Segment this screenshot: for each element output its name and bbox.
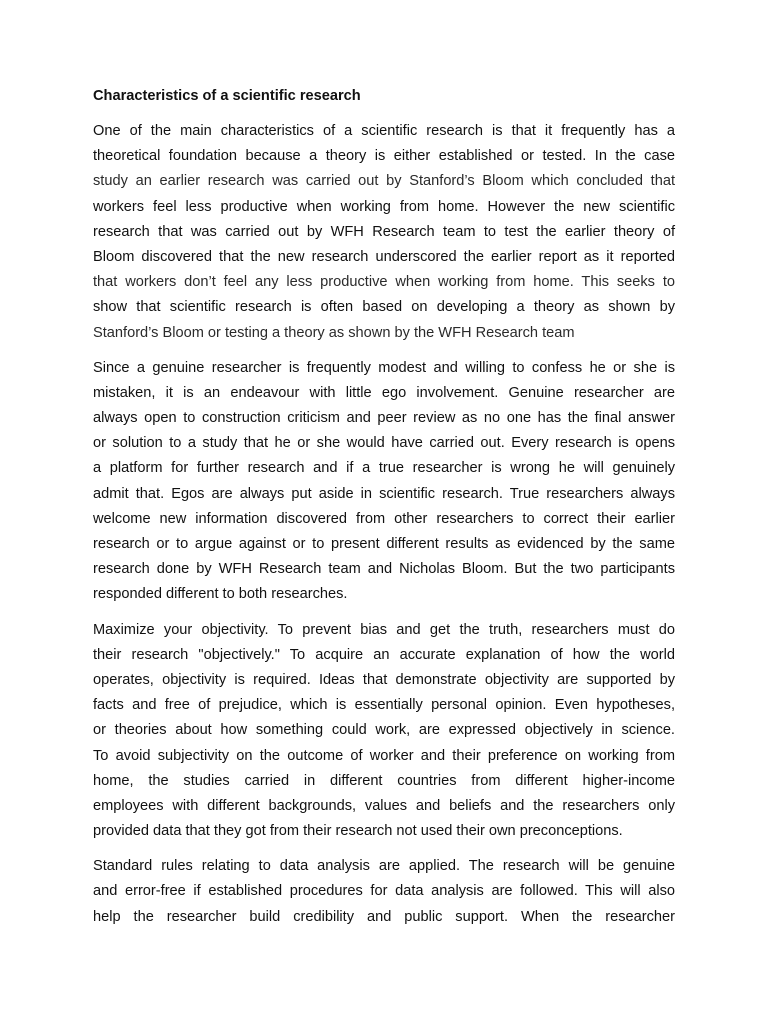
paragraph-line: responded different to both researches. bbox=[93, 586, 348, 603]
paragraph-line: To avoid subjectivity on the outcome of worker and their preference on working from bbox=[93, 747, 675, 764]
paragraph-line: study an earlier research was carried out by Stanford’s Bloom which concluded that bbox=[93, 173, 675, 190]
paragraph-line: research done by WFH Research team and Nicholas Bloom. But the two participants bbox=[93, 561, 675, 578]
paragraph-objectivity bbox=[93, 618, 675, 845]
paragraph-line: facts and free of prejudice, which is essentially personal opinion. Even hypotheses, bbox=[93, 697, 675, 714]
paragraph-line: research that was carried out by WFH Research team to test the earlier theory of bbox=[93, 223, 675, 240]
paragraph-line: employees with different backgrounds, values and beliefs and the researchers only bbox=[93, 797, 675, 814]
paragraph-line: always open to construction criticism and peer review as no one has the final answer bbox=[93, 410, 675, 427]
paragraph-line: research or to argue against or to present different results as evidenced by the same bbox=[93, 536, 675, 552]
paragraph-theoretical-foundation bbox=[93, 119, 675, 346]
paragraph-line: or solution to a study that he or she would have carried out. Every research is opens bbox=[93, 435, 675, 452]
paragraph-ego-involvement bbox=[93, 356, 675, 608]
document-heading: Characteristics of a scientific research bbox=[93, 88, 361, 104]
paragraph-line: Standard rules relating to data analysis are applied. The research will be genuine bbox=[93, 858, 675, 875]
paragraph-line: Maximize your objectivity. To prevent bias and get the truth, researchers must do bbox=[93, 621, 675, 638]
paragraph-line: help the researcher build credibility and public support. When the researcher bbox=[93, 908, 675, 925]
paragraph-line: operates, objectivity is required. Ideas that demonstrate objectivity are supported by bbox=[93, 671, 675, 688]
paragraph-line: their research "objectively." To acquire an accurate explanation of how the world bbox=[93, 646, 675, 663]
paragraph-line: admit that. Egos are always put aside in scientific research. True researchers always bbox=[93, 485, 675, 502]
paragraph-line: provided data that they got from their research not used their own preconceptions. bbox=[93, 823, 623, 840]
paragraph-line: Since a genuine researcher is frequently modest and willing to confess he or she is bbox=[93, 359, 675, 376]
paragraph-line: mistaken, it is an endeavour with little ego involvement. Genuine researcher are bbox=[93, 384, 675, 401]
paragraph-line: that workers don’t feel any less productive when working from home. This seeks to bbox=[93, 274, 675, 291]
paragraph-line: show that scientific research is often based on developing a theory as shown by bbox=[93, 299, 675, 316]
paragraph-line: home, the studies carried in different countries from different higher-income bbox=[93, 772, 675, 789]
paragraph-line: and error-free if established procedures for data analysis are followed. This will also bbox=[93, 883, 675, 900]
paragraph-line: a platform for further research and if a true researcher is wrong he will genuinely bbox=[93, 460, 675, 477]
paragraph-data-analysis bbox=[93, 854, 675, 930]
document-page bbox=[93, 84, 675, 940]
paragraph-line: theoretical foundation because a theory is either established or tested. In the case bbox=[93, 148, 675, 165]
paragraph-line: or theories about how something could work, are expressed objectively in science. bbox=[93, 722, 675, 739]
paragraph-line: One of the main characteristics of a scientific research is that it frequently has a bbox=[93, 123, 675, 139]
paragraph-line: Stanford’s Bloom or testing a theory as shown by the WFH Research team bbox=[93, 324, 575, 341]
paragraph-line: welcome new information discovered from other researchers to correct their earlier bbox=[93, 510, 675, 527]
paragraph-line: Bloom discovered that the new research underscored the earlier report as it reported bbox=[93, 248, 675, 265]
paragraph-line: workers feel less productive when working from home. However the new scientific bbox=[93, 198, 675, 215]
